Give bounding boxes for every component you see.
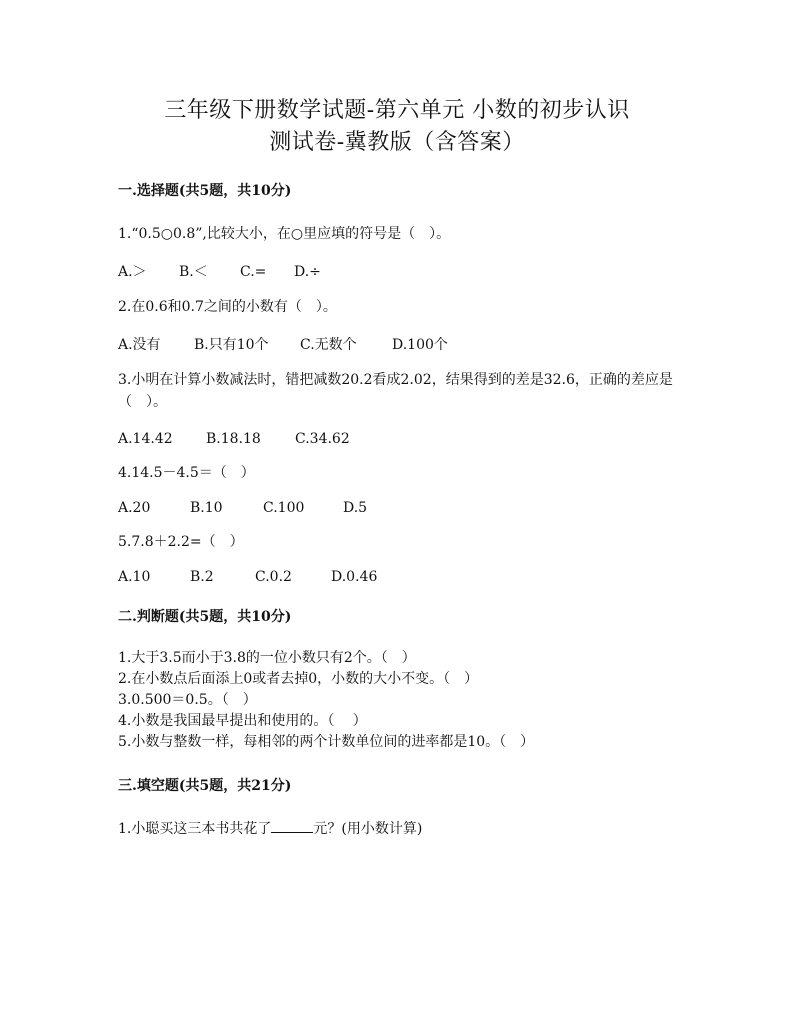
option: B.＜ [179,264,208,280]
question-text: 4.14.5－4.5＝（ ） [118,465,255,481]
question-options [118,567,377,587]
question-text: 1.“0.5○0.8”,比较大小，在○里应填的符号是（ ）。 [118,226,451,242]
answer-blank [271,818,313,833]
option: C.= [240,264,267,280]
section-heading-choice: 一.选择题(共5题，共10分) [118,183,292,199]
judgement-item: 4.小数是我国最早提出和使用的。（ ） [118,713,367,729]
option: C.0.2 [255,569,292,585]
fill-question [118,818,698,840]
judgement-item: 5.小数与整数一样，每相邻的两个计数单位间的进率都是10。（ ） [118,734,535,750]
option: B.10 [190,500,223,516]
option: B.只有10个 [194,337,269,353]
page-title-line2: 测试卷-冀教版（含答案） [269,130,525,155]
fill-question-text-after: 元？(用小数计算) [313,821,423,837]
judgement-item: 3.0.500＝0.5。（ ） [118,692,257,708]
option: D.0.46 [331,569,378,585]
section-heading-judgement: 二.判断题(共5题，共10分) [118,609,292,625]
question-text: 2.在0.6和0.7之间的小数有（ ）。 [118,299,337,315]
question-options [118,262,321,282]
question-options [118,335,448,355]
option: A.14.42 [118,431,173,447]
judgement-item: 2.在小数点后面添上0或者去掉0，小数的大小不变。（ ） [118,671,479,687]
question-options [118,498,367,518]
option: A.10 [118,569,151,585]
option: B.2 [190,569,214,585]
option: A.没有 [118,337,161,353]
option: A.20 [118,500,151,516]
option: D.5 [343,500,368,516]
question-text: 3.小明在计算小数减法时，错把减数20.2看成2.02，结果得到的差是32.6，正确的差应是（ ）。 [118,372,673,410]
judgement-item: 1.大于3.5而小于3.8的一位小数只有2个。（ ） [118,650,416,666]
option: C.34.62 [295,431,350,447]
question-options [118,429,350,449]
fill-question-text-before: 1.小聪买这三本书共花了 [118,821,272,837]
option: A.＞ [118,264,147,280]
page-title-line1: 三年级下册数学试题-第六单元 小数的初步认识 [164,98,630,123]
section-heading-fill: 三.填空题(共5题，共21分) [118,778,292,794]
option: D.100个 [392,337,448,353]
option: D.÷ [294,264,321,280]
question-text: 5.7.8＋2.2=（ ） [118,534,244,550]
option: C.100 [263,500,305,516]
option: C.无数个 [300,337,357,353]
option: B.18.18 [206,431,261,447]
